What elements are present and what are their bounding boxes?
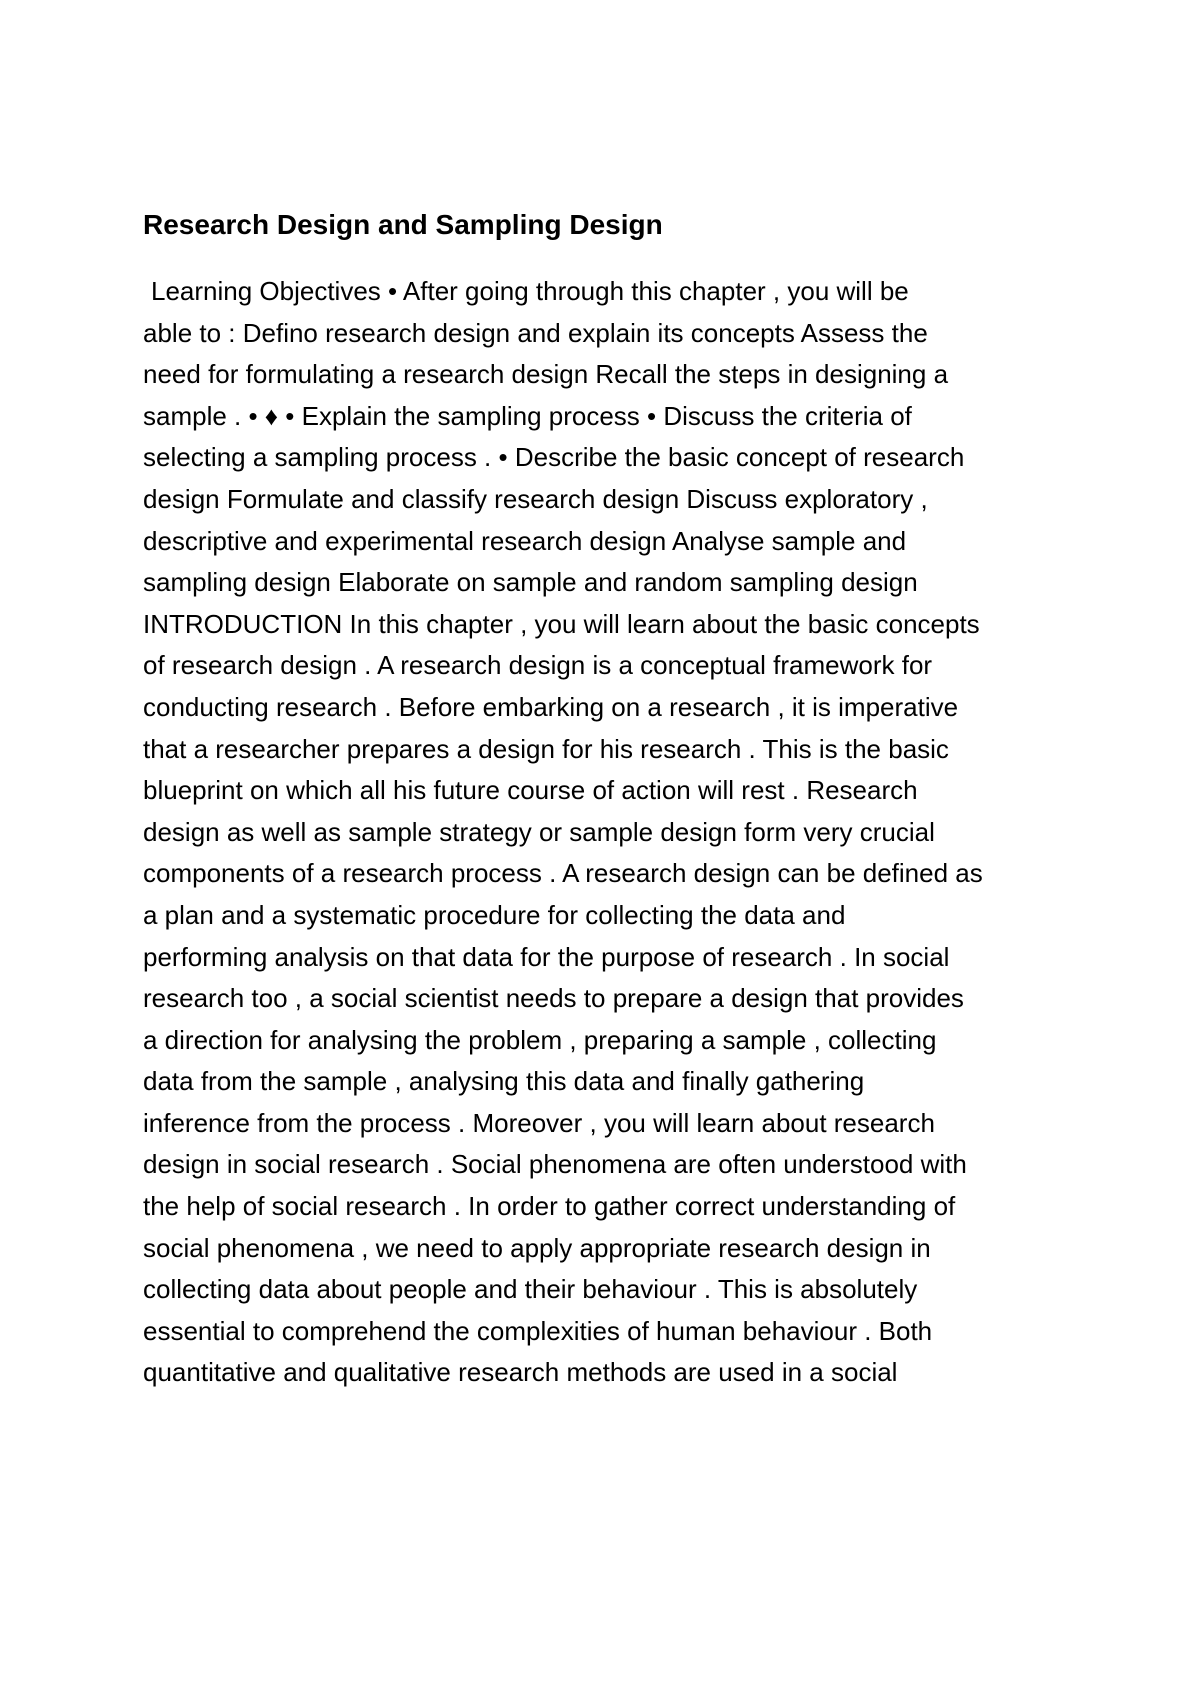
text-line: conducting research . Before embarking on a research , it is imperative	[143, 691, 959, 722]
text-line: design in social research . Social phenomena are often understood with	[143, 1149, 967, 1180]
text-line: research too , a social scientist needs to prepare a design that provides	[143, 983, 964, 1014]
text-line: the help of social research . In order to gather correct understanding of	[143, 1191, 956, 1222]
text-line: INTRODUCTION In this chapter , you will learn about the basic concepts	[143, 608, 980, 639]
text-line: essential to comprehend the complexities of human behaviour . Both	[143, 1315, 933, 1346]
text-line: a plan and a systematic procedure for collecting the data and	[143, 899, 846, 930]
page-title: Research Design and Sampling Design	[143, 209, 663, 240]
text-line: quantitative and qualitative research methods are used in a social	[143, 1357, 898, 1388]
text-line: sampling design Elaborate on sample and random sampling design	[143, 567, 918, 598]
text-line: design as well as sample strategy or sample design form very crucial	[143, 816, 935, 847]
text-line: components of a research process . A research design can be defined as	[143, 858, 983, 889]
text-line: descriptive and experimental research design Analyse sample and	[143, 525, 907, 556]
text-line: blueprint on which all his future course of action will rest . Research	[143, 775, 918, 806]
text-line: design Formulate and classify research design Discuss exploratory ,	[143, 483, 928, 514]
text-line: that a researcher prepares a design for his research . This is the basic	[143, 733, 949, 764]
text-line: able to : Defino research design and explain its concepts Assess the	[143, 317, 928, 348]
text-line: need for formulating a research design Recall the steps in designing a	[143, 359, 949, 390]
text-line: sample . • ♦ • Explain the sampling process • Discuss the criteria of	[143, 400, 912, 431]
text-line: of research design . A research design is a conceptual framework for	[143, 650, 933, 681]
body-text	[143, 271, 1083, 1394]
text-line: Learning Objectives • After going through this chapter , you will be	[151, 276, 909, 306]
text-line: social phenomena , we need to apply appropriate research design in	[143, 1232, 931, 1263]
text-line: collecting data about people and their behaviour . This is absolutely	[143, 1274, 918, 1305]
text-line: data from the sample , analysing this data and finally gathering	[143, 1066, 865, 1097]
text-line: inference from the process . Moreover , you will learn about research	[143, 1107, 935, 1138]
text-line: performing analysis on that data for the purpose of research . In social	[143, 941, 950, 972]
text-line: a direction for analysing the problem , preparing a sample , collecting	[143, 1024, 937, 1055]
text-line: selecting a sampling process . • Describe the basic concept of research	[143, 442, 965, 473]
